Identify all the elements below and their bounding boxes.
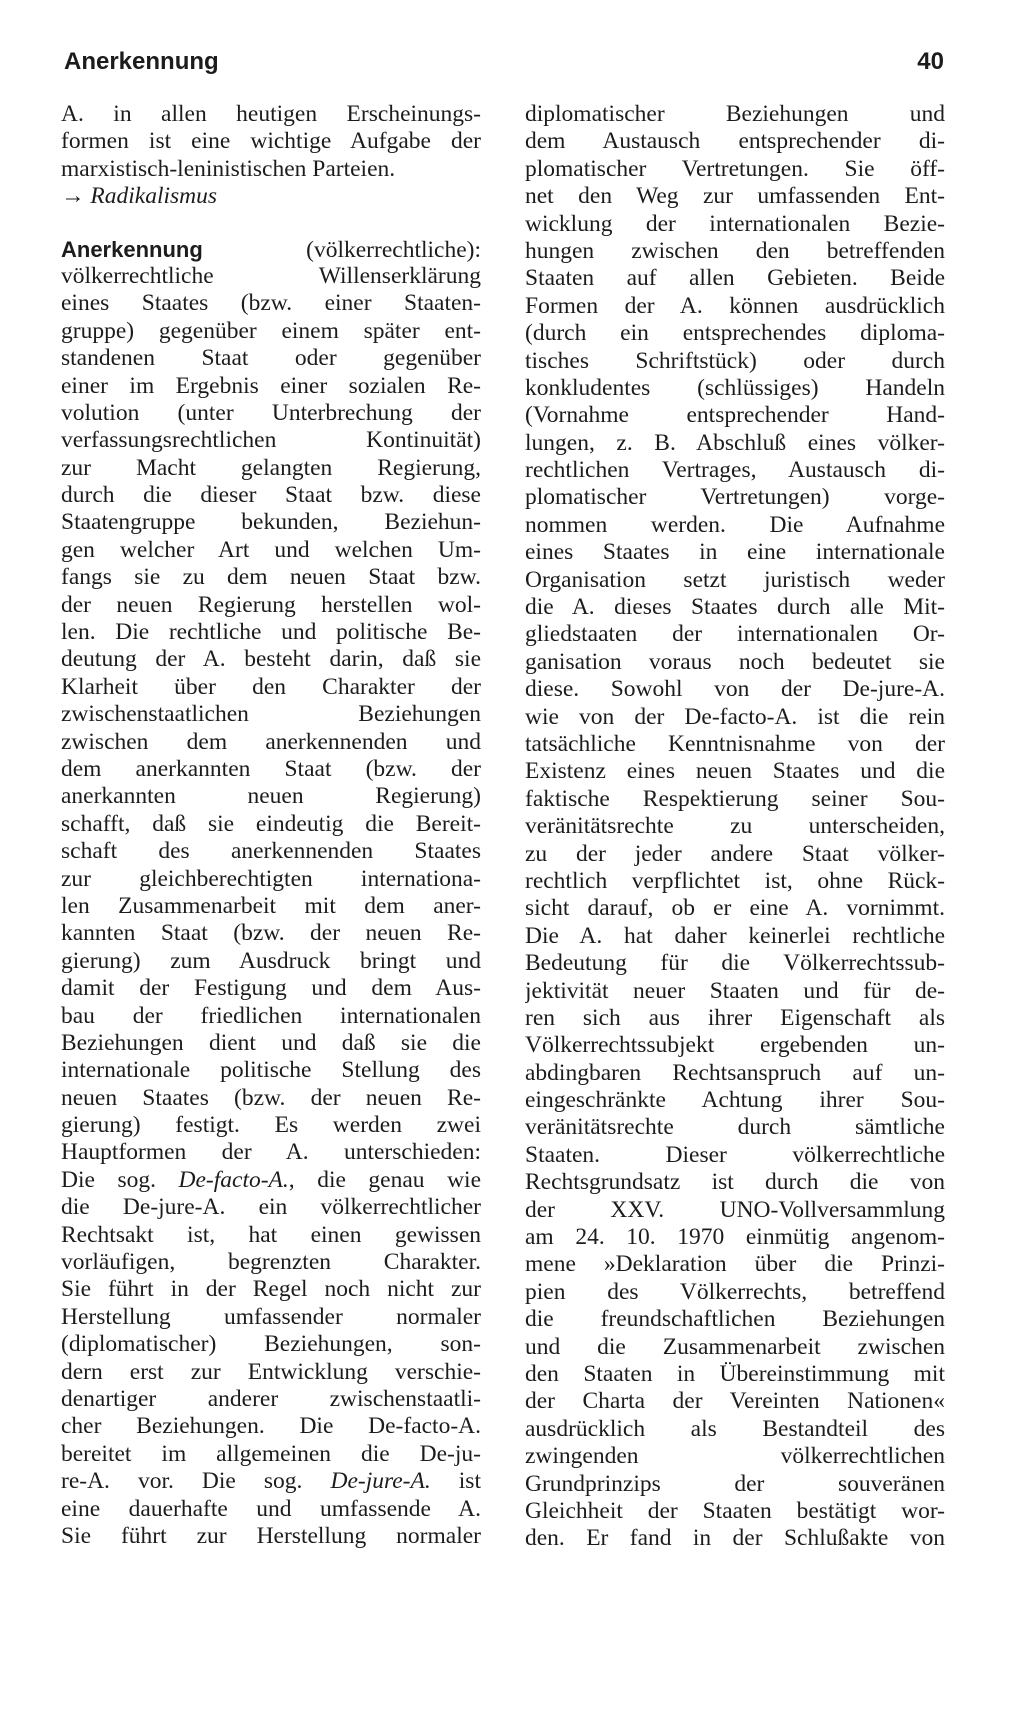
text-line: anerkannten neuen Regierung) <box>61 783 481 810</box>
text-line: (durch ein entsprechendes diploma- <box>525 320 945 347</box>
text-line: ganisation voraus noch bedeutet sie <box>525 648 945 675</box>
text-line: eine dauerhafte und umfassende A. <box>61 1495 481 1522</box>
text-line: eines Staates (bzw. einer Staaten- <box>61 290 481 317</box>
entry-first-line <box>61 236 481 263</box>
text-line: Hauptformen der A. unterschieden: <box>61 1139 481 1166</box>
text-line: rechtlichen Vertrages, Austausch di- <box>525 457 945 484</box>
text-line: (diplomatischer) Beziehungen, son- <box>61 1331 481 1358</box>
text-line: damit der Festigung und dem Aus- <box>61 975 481 1002</box>
text-line: internationale politische Stellung des <box>61 1057 481 1084</box>
text-line: eines Staates in eine internationale <box>525 539 945 566</box>
text-line: Herstellung umfassender normaler <box>61 1303 481 1330</box>
text-line: standenen Staat oder gegenüber <box>61 345 481 372</box>
term-de-jure: De-jure-A. <box>330 1468 431 1495</box>
text-line: der Charta der Vereinten Nationen« <box>525 1388 945 1415</box>
see-also-link[interactable]: Radikalismus <box>90 183 218 210</box>
text-line: plomatischer Vertretungen. Sie öff- <box>525 155 945 182</box>
entry-headword: Anerkennung <box>61 236 203 262</box>
text-line: wicklung der internationalen Bezie- <box>525 210 945 237</box>
page-number: 40 <box>917 48 944 75</box>
term-de-facto: De-facto-A. <box>178 1166 289 1193</box>
text-line: zwischenstaatlichen Beziehungen <box>61 701 481 728</box>
text-line: len Zusammenarbeit mit dem aner- <box>61 892 481 919</box>
text-line: die De-jure-A. ein völkerrechtlicher <box>61 1194 481 1221</box>
text-line: zwischen dem anerkennenden und <box>61 728 481 755</box>
text-line: deutung der A. besteht darin, daß sie <box>61 646 481 673</box>
text-line: die freundschaftlichen Beziehungen <box>525 1306 945 1333</box>
text-line: Sie führt zur Herstellung normaler <box>61 1522 481 1549</box>
text-line: zu der jeder andere Staat völker- <box>525 840 945 867</box>
text-line: dem anerkannten Staat (bzw. der <box>61 755 481 782</box>
text-line: ausdrücklich als Bestandteil des <box>525 1415 945 1442</box>
text-line: durch die dieser Staat bzw. diese <box>61 482 481 509</box>
right-column <box>525 101 945 1553</box>
text-line: Bedeutung für die Völkerrechtssub- <box>525 950 945 977</box>
see-also-reference <box>61 183 481 210</box>
text-line: bau der friedlichen internationalen <box>61 1002 481 1029</box>
text-line: net den Weg zur umfassenden Ent- <box>525 183 945 210</box>
left-column <box>61 101 481 1550</box>
entry-body-continuation <box>525 101 945 1553</box>
text-line: konkludentes (schlüssiges) Handeln <box>525 374 945 401</box>
defacto-line: Die sog. De-facto-A., die genau wie <box>61 1166 481 1193</box>
text-line: mene »Deklaration über die Prinzi- <box>525 1251 945 1278</box>
text-line: Staaten. Dieser völkerrechtliche <box>525 1141 945 1168</box>
text-line: formen ist eine wichtige Aufgabe der <box>61 128 481 155</box>
text-line: Die A. hat daher keinerlei rechtliche <box>525 922 945 949</box>
text-line: zur gleichberechtigten internationa- <box>61 865 481 892</box>
text-line: Rechtsgrundsatz ist durch die von <box>525 1169 945 1196</box>
arrow-icon: → <box>61 183 85 210</box>
text-line: jektivität neuer Staaten und für de- <box>525 977 945 1004</box>
text-line: Rechtsakt ist, hat einen gewissen <box>61 1221 481 1248</box>
text-line: Beziehungen dient und daß sie die <box>61 1029 481 1056</box>
text-line: tatsächliche Kenntnisnahme von der <box>525 730 945 757</box>
text-line: faktische Respektierung seiner Sou- <box>525 785 945 812</box>
entry-body-part-2 <box>61 1194 481 1468</box>
text-line: verfassungsrechtlichen Kontinuität) <box>61 427 481 454</box>
text-line: nommen werden. Die Aufnahme <box>525 511 945 538</box>
text-line: zur Macht gelangten Regierung, <box>61 454 481 481</box>
text-line: sicht darauf, ob er eine A. vornimmt. <box>525 895 945 922</box>
text-line: A. in allen heutigen Erscheinungs- <box>61 101 481 127</box>
text-line: zwingenden völkerrechtlichen <box>525 1443 945 1470</box>
text-line: am 24. 10. 1970 einmütig angenom- <box>525 1224 945 1251</box>
text-line: gen welcher Art und welchen Um- <box>61 536 481 563</box>
text-line: schaft des anerkennenden Staates <box>61 838 481 865</box>
text-line: volution (unter Unterbrechung der <box>61 399 481 426</box>
text-line: vorläufigen, begrenzten Charakter. <box>61 1249 481 1276</box>
text-line: gruppe) gegenüber einem später ent- <box>61 317 481 344</box>
entry-body-part-1 <box>61 263 481 1167</box>
text-line: den. Er fand in der Schlußakte von <box>525 1525 945 1552</box>
text-line: rechtlich verpflichtet ist, ohne Rück- <box>525 867 945 894</box>
text-line: die A. dieses Staates durch alle Mit- <box>525 594 945 621</box>
text-line: wie von der De-facto-A. ist die rein <box>525 703 945 730</box>
previous-entry-continuation <box>61 101 481 183</box>
text-line: einer im Ergebnis einer sozialen Re- <box>61 372 481 399</box>
text-line: gierung) festigt. Es werden zwei <box>61 1112 481 1139</box>
text-line: neuen Staates (bzw. der neuen Re- <box>61 1084 481 1111</box>
text-line: Klarheit über den Charakter der <box>61 673 481 700</box>
text-line: diplomatischer Beziehungen und <box>525 101 945 127</box>
text-line: Staatengruppe bekunden, Beziehun- <box>61 509 481 536</box>
text-line: den Staaten in Übereinstimmung mit <box>525 1360 945 1387</box>
entry-qualifier: (völkerrechtliche): <box>202 236 481 263</box>
text-line: der XXV. UNO-Vollversammlung <box>525 1196 945 1223</box>
dejure-line: re-A. vor. Die sog. De-jure-A. ist <box>61 1468 481 1495</box>
text-line: veränitätsrechte durch sämtliche <box>525 1114 945 1141</box>
text-line: Formen der A. können ausdrücklich <box>525 292 945 319</box>
text-line: (Vornahme entsprechender Hand- <box>525 402 945 429</box>
running-head: Anerkennung <box>64 48 219 75</box>
text-line: schafft, daß sie eindeutig die Bereit- <box>61 810 481 837</box>
text-line: Staaten auf allen Gebieten. Beide <box>525 265 945 292</box>
text-line: und die Zusammenarbeit zwischen <box>525 1333 945 1360</box>
text-line: ren sich aus ihrer Eigenschaft als <box>525 1004 945 1031</box>
text-line: tisches Schriftstück) oder durch <box>525 347 945 374</box>
text-line: bereitet im allgemeinen die De-ju- <box>61 1440 481 1467</box>
entry-spacer <box>61 211 481 236</box>
text-line: dern erst zur Entwicklung verschie- <box>61 1358 481 1385</box>
text-line: kannten Staat (bzw. der neuen Re- <box>61 920 481 947</box>
text-line: fangs sie zu dem neuen Staat bzw. <box>61 564 481 591</box>
text-line: Existenz eines neuen Staates und die <box>525 758 945 785</box>
text-line: völkerrechtliche Willenserklärung <box>61 262 481 289</box>
text-line: hungen zwischen den betreffenden <box>525 237 945 264</box>
entry-body-part-3 <box>61 1496 481 1551</box>
text-line: gierung) zum Ausdruck bringt und <box>61 947 481 974</box>
text-line: diese. Sowohl von der De-jure-A. <box>525 676 945 703</box>
text-line: Sie führt in der Regel noch nicht zur <box>61 1276 481 1303</box>
text-line: plomatischer Vertretungen) vorge- <box>525 484 945 511</box>
text-line: Gleichheit der Staaten bestätigt wor- <box>525 1497 945 1524</box>
text-line: der neuen Regierung herstellen wol- <box>61 591 481 618</box>
text-line: denartiger anderer zwischenstaatli- <box>61 1385 481 1412</box>
text-line: marxistisch-leninistischen Parteien. <box>61 155 396 182</box>
text-line: lungen, z. B. Abschluß eines völker- <box>525 429 945 456</box>
text-line: cher Beziehungen. Die De-facto-A. <box>61 1413 481 1440</box>
text-line: gliedstaaten der internationalen Or- <box>525 621 945 648</box>
page-header <box>60 42 944 82</box>
text-line: abdingbaren Rechtsanspruch auf un- <box>525 1059 945 1086</box>
text-line: Grundprinzips der souveränen <box>525 1470 945 1497</box>
text-line: pien des Völkerrechts, betreffend <box>525 1278 945 1305</box>
text-line: veränitätsrechte zu unterscheiden, <box>525 813 945 840</box>
text-line: eingeschränkte Achtung ihrer Sou- <box>525 1087 945 1114</box>
text-line: Organisation setzt juristisch weder <box>525 566 945 593</box>
text-line: dem Austausch entsprechender di- <box>525 128 945 155</box>
text-line: len. Die rechtliche und politische Be- <box>61 619 481 646</box>
text-line: Völkerrechtssubjekt ergebenden un- <box>525 1032 945 1059</box>
